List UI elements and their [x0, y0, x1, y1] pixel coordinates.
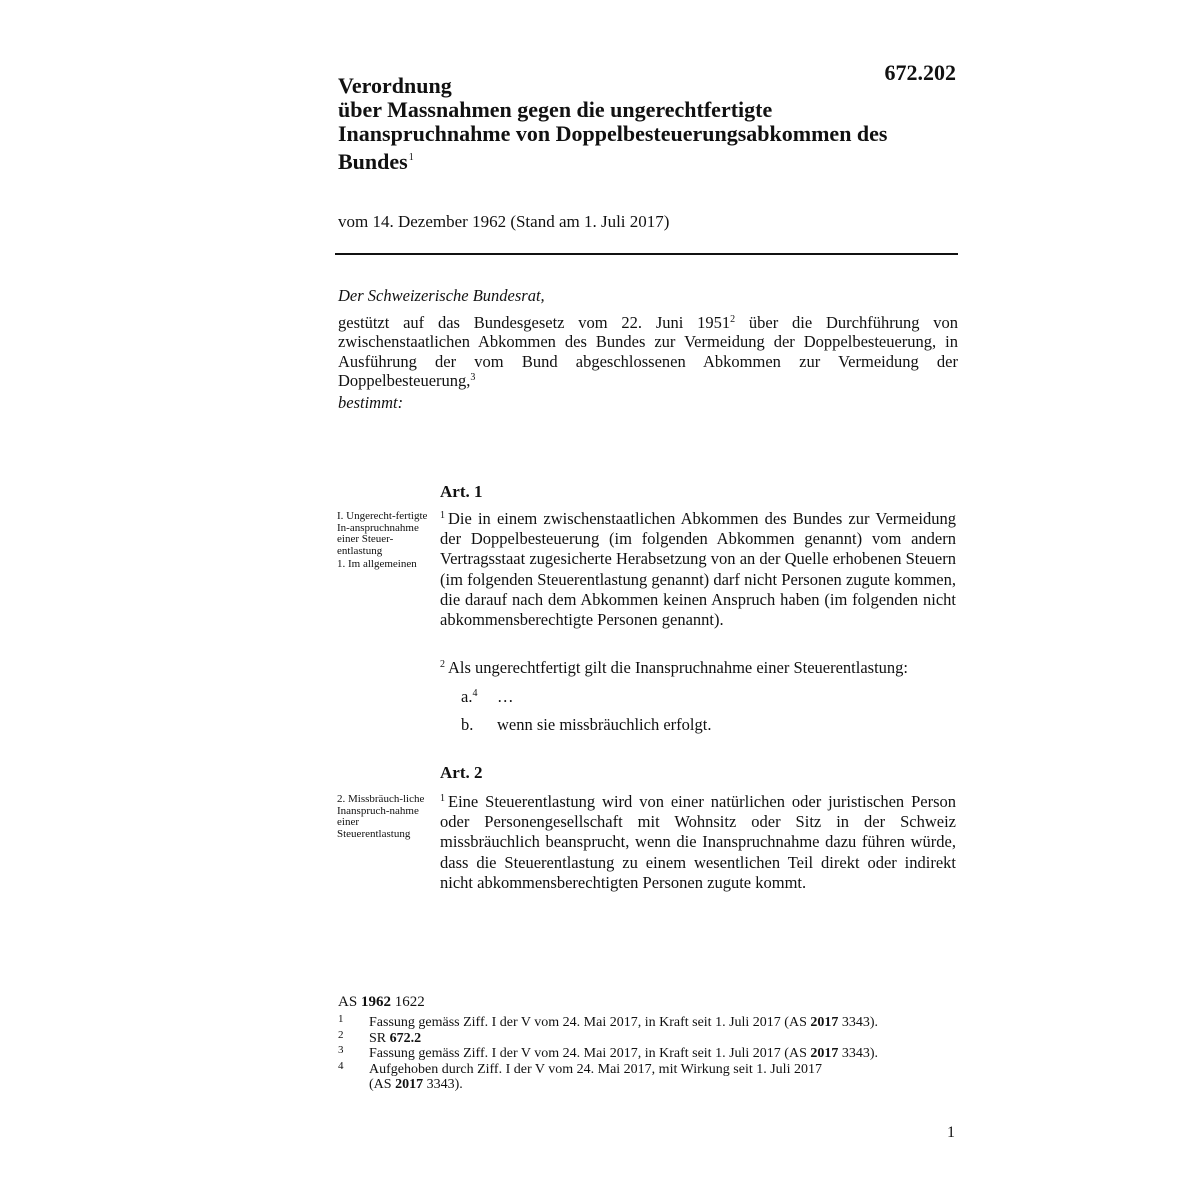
article-2-margin-notes	[337, 794, 429, 842]
paragraph-number: 2	[440, 659, 445, 670]
footnote-bold: 2017	[395, 1077, 424, 1092]
document-title	[338, 74, 958, 174]
title-line: über Massnahmen gegen die ungerechtfertigte	[338, 97, 773, 122]
footnote-bold: 2017	[810, 1046, 839, 1061]
footnote-number: 1	[338, 1013, 344, 1025]
article-1-title: Art. 1	[440, 482, 483, 501]
preamble-basis	[338, 313, 958, 391]
footnote	[338, 1028, 958, 1047]
list-item-letter: a.	[461, 687, 473, 706]
page-number: 1	[947, 1124, 955, 1141]
footnote-text: SR	[369, 1030, 390, 1046]
footnote-text: Fassung gemäss Ziff. I der V vom 24. Mai 2017, in Kraft seit 1. Juli 2017 (AS	[369, 1046, 811, 1061]
title-line: Verordnung	[338, 73, 452, 98]
title-divider	[335, 253, 958, 255]
preamble-resolves: bestimmt:	[338, 392, 404, 412]
footnote-bold: 2017	[810, 1015, 839, 1030]
margin-note: I. Ungerecht-fertigte In-anspruchnahme einer Steuer-entlastung	[337, 510, 428, 557]
list-item-text: …	[497, 687, 514, 706]
paragraph-number: 1	[440, 793, 445, 804]
title-line: Bundes	[338, 149, 408, 174]
footnote-text: 3343).	[838, 1015, 879, 1030]
footnote-number: 3	[338, 1044, 344, 1056]
preamble-basis-text: gestützt auf das Bundesgesetz vom 22. Juni 1951	[338, 312, 731, 332]
footnote-bold: 672.2	[389, 1030, 422, 1046]
footnotes	[338, 1015, 958, 1093]
margin-note: 1. Im allgemeinen	[337, 558, 417, 570]
footnote	[338, 1046, 958, 1062]
preamble-authority: Der Schweizerische Bundesrat,	[338, 286, 545, 305]
preamble-basis-text: über die Durchführung von zwischenstaatlichen Abkommen des Bundes zur Vermeidung der Doppelbesteuerung, in Ausführung der vom Bund abgeschlossenen Abkommen zur Vermeidung der Doppelbesteuerung,	[338, 312, 958, 390]
article-2-title: Art. 2	[440, 763, 483, 782]
footnote-text: Fassung gemäss Ziff. I der V vom 24. Mai 2017, in Kraft seit 1. Juli 2017 (AS	[369, 1015, 811, 1030]
source-prefix: AS	[338, 994, 361, 1010]
paragraph-text: Als ungerechtfertigt gilt die Inanspruchnahme einer Steuerentlastung:	[448, 658, 909, 677]
article-1-paragraph-1	[440, 509, 956, 630]
title-line-last	[338, 146, 958, 174]
footnote-ref[interactable]: 2	[730, 313, 736, 325]
list-item-text: wenn sie missbräuchlich erfolgt.	[497, 715, 712, 734]
title-footnote-ref[interactable]: 1	[408, 152, 414, 163]
official-compilation-reference	[338, 994, 425, 1011]
source-page: 1622	[390, 994, 425, 1010]
list-item-label	[461, 687, 477, 707]
sr-number: 672.202	[884, 60, 956, 85]
footnote-number: 4	[338, 1059, 344, 1072]
article-2-paragraph-1	[440, 792, 956, 893]
footnote-text: (AS	[369, 1077, 396, 1092]
margin-note: 2. Missbräuch-liche Inanspruch-nahme einer Steuerentlastung	[337, 793, 425, 840]
paragraph-number: 1	[440, 510, 445, 521]
footnote	[338, 1059, 958, 1093]
title-line: Inanspruchnahme von Doppelbesteuerungsabkommen des	[338, 121, 888, 146]
paragraph-text: Eine Steuerentlastung wird von einer natürlichen oder juristischen Person oder Personengesellschaft mit Wohnsitz oder Sitz in der Schweiz missbräuchlich beansprucht, wenn die Inanspruchnahme dazu führen würde, dass die Steuerentlastung zu einem wesentlichen Teil direkt oder indirekt nicht abkommensberechtigten Personen zugute kommt.	[440, 792, 956, 892]
paragraph-text: Die in einem zwischenstaatlichen Abkommen des Bundes zur Vermeidung der Doppelbesteuerung (im folgenden Abkommen genannt) vom andern Vertragsstaat zugesicherte Herabsetzung von an der Quelle erhobenen Steuern (im folgenden Steuerentlastung genannt) darf nicht Personen zugute kommen, die darauf nach dem Abkommen keinen Anspruch haben (im folgenden nicht abkommensberechtigte Personen genannt).	[440, 509, 956, 630]
preamble	[338, 286, 958, 412]
article-1-paragraph-2	[440, 658, 956, 678]
list-item-label: b.	[461, 715, 474, 734]
footnote-ref[interactable]: 3	[470, 372, 476, 383]
footnote-text: 3343).	[838, 1046, 879, 1061]
footnote-text: 3343).	[423, 1077, 463, 1092]
footnote-text: Aufgehoben durch Ziff. I der V vom 24. Mai 2017, mit Wirkung seit 1. Juli 2017	[369, 1061, 822, 1077]
footnote-number: 2	[338, 1028, 344, 1041]
footnote-ref[interactable]: 4	[472, 688, 478, 699]
article-1-margin-notes	[337, 511, 429, 573]
source-year: 1962	[360, 994, 391, 1010]
date-line: vom 14. Dezember 1962 (Stand am 1. Juli 2017)	[338, 212, 670, 231]
footnote	[338, 1015, 958, 1031]
